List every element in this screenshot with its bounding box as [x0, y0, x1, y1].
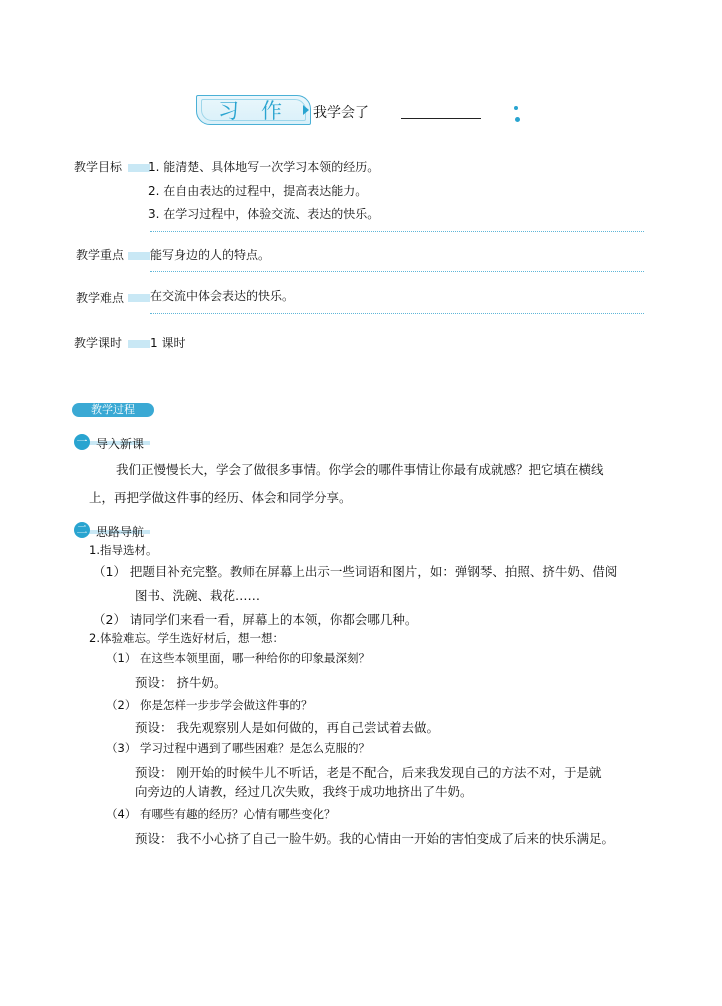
label-highlight	[128, 340, 150, 348]
answer: 预设： 挤牛奶。	[135, 675, 227, 690]
difficulties-label: 教学难点	[76, 291, 125, 305]
label-highlight	[128, 164, 150, 172]
divider	[150, 313, 644, 314]
goal-item: 2. 在自由表达的过程中，提高表达能力。	[148, 184, 368, 198]
dot-icon	[515, 117, 520, 122]
section-title: 思路导航	[96, 525, 145, 539]
goal-item: 3. 在学习过程中，体验交流、表达的快乐。	[148, 207, 380, 221]
banner-title: 习作	[218, 99, 304, 123]
divider	[150, 271, 644, 272]
section-number: 二	[74, 522, 90, 538]
question: （3） 学习过程中遇到了哪些困难？是怎么克服的？	[106, 741, 370, 755]
list-item: 图书、洗碗、栽花……	[135, 588, 261, 603]
label-highlight	[128, 294, 150, 302]
difficulties-text: 在交流中体会表达的快乐。	[150, 289, 295, 303]
question: （4） 有哪些有趣的经历？心情有哪些变化？	[106, 807, 336, 821]
banner-subtitle: 我学会了	[313, 105, 369, 121]
answer: 预设： 我先观察别人是如何做的，再自己尝试着去做。	[135, 720, 439, 735]
goals-label: 教学目标	[74, 160, 123, 174]
answer: 预设： 刚开始的时候牛儿不听话，老是不配合，后来我发现自己的方法不对，于是就	[135, 765, 602, 780]
process-label: 教学过程	[72, 403, 154, 417]
paragraph-line: 上，再把学做这件事的经历、体会和同学分享。	[89, 490, 352, 505]
question: （2） 你是怎样一步步学会做这件事的？	[106, 698, 313, 712]
question: （1） 在这些本领里面，哪一种给你的印象最深刻？	[106, 651, 370, 665]
key-points-label: 教学重点	[76, 248, 125, 262]
hours-label: 教学课时	[74, 336, 123, 350]
answer: 向旁边的人请教，经过几次失败，我终于成功地挤出了牛奶。	[135, 784, 473, 799]
lesson-banner	[196, 93, 526, 129]
list-item: （2） 请同学们来看一看，屏幕上的本领，你都会哪几种。	[93, 612, 418, 627]
answer: 预设： 我不小心挤了自己一脸牛奶。我的心情由一开始的害怕变成了后来的快乐满足。	[135, 831, 614, 846]
divider	[150, 231, 644, 232]
list-item: （1） 把题目补充完整。教师在屏幕上出示一些词语和图片，如：弹钢琴、拍照、挤牛奶、借阅	[93, 564, 618, 579]
fill-in-blank-line	[401, 118, 481, 119]
section-title: 导入新课	[96, 437, 145, 451]
arrow-right-icon	[303, 105, 309, 115]
goal-item: 1. 能清楚、具体地写一次学习本领的经历。	[148, 160, 380, 174]
hours-text: 1 课时	[150, 336, 186, 350]
key-points-text: 能写身边的人的特点。	[150, 248, 271, 262]
section-number: 一	[74, 434, 90, 450]
dot-icon	[514, 106, 518, 110]
list-item: 2.体验难忘。学生选好材后，想一想：	[89, 631, 284, 645]
label-highlight	[128, 252, 150, 260]
paragraph-line: 我们正慢慢长大，学会了做很多事情。你学会的哪件事情让你最有成就感？把它填在横线	[116, 462, 604, 477]
list-item: 1.指导选材。	[89, 543, 158, 557]
